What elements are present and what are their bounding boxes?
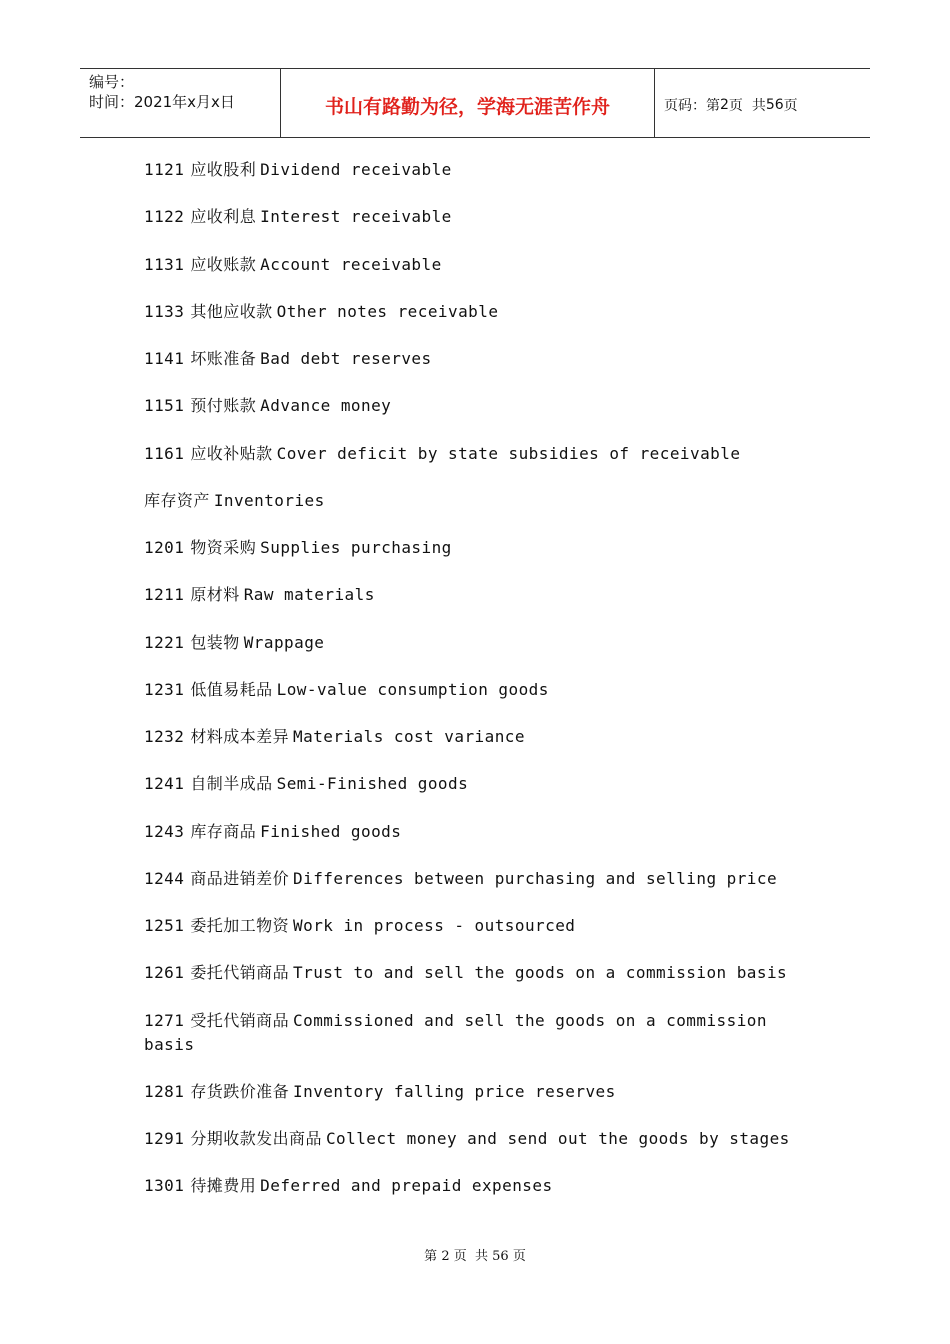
- account-code: 1231: [144, 679, 185, 699]
- account-name-cn: 应收补贴款: [190, 443, 273, 463]
- footer-mid: 页 共: [453, 1249, 488, 1264]
- list-item: [144, 583, 824, 607]
- page-prefix: 页码：第: [664, 98, 720, 114]
- account-name-cn: 原材料: [190, 585, 240, 605]
- list-item: [144, 1127, 824, 1151]
- header-meta: [80, 69, 281, 137]
- list-item: [144, 442, 824, 466]
- list-item: [144, 205, 824, 229]
- account-name-en: Differences between purchasing and selling price: [293, 868, 778, 888]
- footer-suffix: 页: [512, 1249, 526, 1264]
- serial-label: 编号：: [89, 73, 135, 91]
- account-code: 1221: [144, 632, 185, 652]
- account-name-cn: 包装物: [190, 632, 240, 652]
- list-item: [144, 1174, 824, 1198]
- account-name-en: Account receivable: [260, 254, 442, 274]
- header-page-number: [655, 69, 870, 137]
- account-name-en: Deferred and prepaid expenses: [260, 1176, 553, 1196]
- account-code: 1232: [144, 727, 185, 746]
- account-name-en: Other notes receivable: [276, 301, 499, 321]
- account-code: 1271: [144, 1010, 185, 1030]
- account-code: 1301: [144, 1176, 185, 1196]
- account-name-cn: 自制半成品: [190, 774, 273, 794]
- account-name-en: Trust to and sell the goods on a commission basis: [293, 963, 788, 983]
- list-item: [144, 1080, 824, 1104]
- account-name-en: Finished goods: [260, 821, 402, 841]
- account-code: 1251: [144, 916, 185, 935]
- account-name-en: Inventory falling price reserves: [293, 1081, 616, 1101]
- account-name-en: Collect money and send out the goods by stages: [325, 1129, 790, 1148]
- list-item: [144, 867, 824, 891]
- account-name-cn: 待摊费用: [190, 1176, 257, 1196]
- account-code: 1211: [144, 585, 185, 605]
- list-item: [144, 158, 824, 182]
- footer-prefix: 第: [424, 1249, 438, 1264]
- account-name-en: Wrappage: [243, 632, 325, 652]
- time-label: 时间：2021年x月x日: [89, 93, 235, 111]
- list-item: [144, 914, 824, 938]
- account-name-en: Low-value consumption goods: [276, 679, 549, 699]
- account-code: 1131: [144, 254, 185, 274]
- account-code: 1121: [144, 160, 185, 179]
- footer-total: 56: [492, 1249, 509, 1264]
- account-name-cn: 分期收款发出商品: [190, 1129, 322, 1148]
- account-name-en: Inventories: [213, 490, 325, 510]
- account-name-cn: 库存商品: [190, 821, 257, 841]
- account-code: 1133: [144, 301, 185, 321]
- account-name-cn: 应收账款: [190, 254, 257, 274]
- account-name-en: Work in process - outsourced: [293, 916, 576, 935]
- account-name-cn: 预付账款: [190, 396, 257, 416]
- page-footer: [0, 1245, 950, 1264]
- account-code: 1281: [144, 1081, 185, 1101]
- account-name-en: Commissioned and sell the goods on a commission basis: [144, 1010, 767, 1054]
- account-name-cn: 应收利息: [190, 207, 257, 227]
- account-name-cn: 库存资产: [144, 490, 210, 510]
- list-item: [144, 678, 824, 702]
- page-header: [80, 68, 870, 138]
- account-name-cn: 受托代销商品: [190, 1010, 290, 1030]
- account-code: 1291: [144, 1129, 185, 1148]
- account-code: 1243: [144, 821, 185, 841]
- account-code: 1201: [144, 538, 185, 557]
- account-name-en: Semi-Finished goods: [276, 774, 469, 794]
- list-item: [144, 725, 824, 749]
- account-name-cn: 低值易耗品: [190, 679, 273, 699]
- page-total: 56: [765, 97, 784, 113]
- account-name-en: Materials cost variance: [293, 727, 525, 746]
- account-name-en: Cover deficit by state subsidies of receivable: [276, 443, 741, 463]
- account-name-cn: 物资采购: [190, 538, 257, 557]
- account-name-cn: 商品进销差价: [190, 868, 290, 888]
- account-name-en: Interest receivable: [260, 207, 452, 227]
- list-item: [144, 772, 824, 796]
- page-mid: 页 共: [728, 98, 766, 114]
- list-item: [144, 347, 824, 371]
- account-name-cn: 委托加工物资: [190, 916, 290, 935]
- account-name-cn: 应收股利: [190, 160, 257, 179]
- page-current: 2: [720, 97, 729, 113]
- account-name-cn: 其他应收款: [190, 301, 273, 321]
- list-item: [144, 1009, 824, 1057]
- list-item: [144, 961, 824, 985]
- list-item: [144, 394, 824, 418]
- account-code: 1161: [144, 443, 185, 463]
- account-name-cn: 委托代销商品: [190, 963, 290, 983]
- account-code: 1122: [144, 207, 185, 227]
- header-motto: 书山有路勤为径，学海无涯苦作舟: [281, 69, 655, 137]
- list-item: [144, 489, 824, 513]
- account-name-en: Bad debt reserves: [260, 349, 432, 368]
- account-code: 1261: [144, 963, 185, 983]
- list-item: [144, 300, 824, 324]
- list-item: [144, 820, 824, 844]
- account-name-en: Supplies purchasing: [260, 538, 452, 557]
- account-code: 1141: [144, 349, 185, 368]
- page-suffix: 页: [783, 98, 798, 114]
- account-code: 1151: [144, 396, 185, 416]
- footer-current: 2: [441, 1249, 450, 1264]
- account-name-cn: 存货跌价准备: [190, 1081, 290, 1101]
- account-code: 1241: [144, 774, 185, 794]
- account-name-en: Dividend receivable: [260, 160, 452, 179]
- account-name-cn: 材料成本差异: [190, 727, 290, 746]
- account-name-en: Raw materials: [243, 585, 375, 605]
- list-item: [144, 253, 824, 277]
- account-name-cn: 坏账准备: [190, 349, 257, 368]
- account-name-en: Advance money: [260, 396, 392, 416]
- account-code: 1244: [144, 868, 185, 888]
- account-list: [144, 158, 824, 1222]
- list-item: [144, 536, 824, 560]
- list-item: [144, 631, 824, 655]
